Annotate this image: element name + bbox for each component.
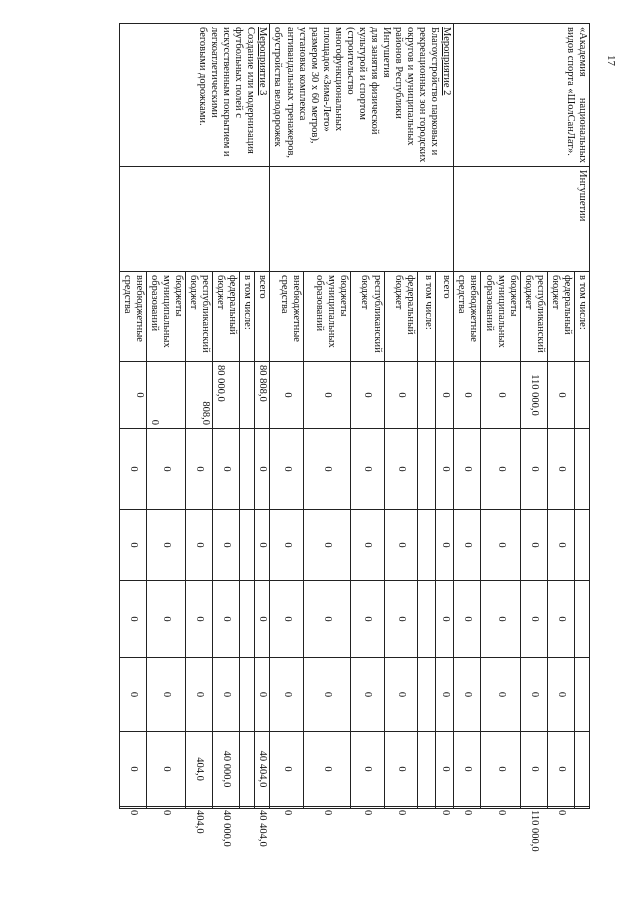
amount-cell: 40 000,0 [213,732,240,807]
funding-source-label: внебюджетные средства [119,272,146,362]
amount-cell: 0 [454,732,481,807]
amount-cell: 0 [481,510,520,581]
measure-name-cell [119,24,270,167]
amount-cell [574,658,589,732]
amount-cell: 0 [303,362,351,429]
amount-cell [417,429,435,510]
amount-cell: 40 404,0 [255,807,270,809]
amount-cell: 0 [384,807,417,809]
amount-cell: 0 [270,732,303,807]
amount-cell [574,510,589,581]
measure-name-line: видов спорта «ШолСанЛат». [564,27,576,156]
amount-cell: 0 [270,658,303,732]
measure-name-line: районов Республики Ингушетия [381,27,405,119]
rotated-budget-table [40,23,590,852]
amount-cell: 0 [146,581,185,658]
amount-cell [240,807,255,809]
amount-cell: 0 [270,807,303,809]
amount-cell: 0 [547,581,574,658]
amount-cell: 0 [520,429,547,510]
amount-cell [417,658,435,732]
amount-cell [240,429,255,510]
amount-cell: 0 [351,362,384,429]
amount-cell: 0 [186,510,213,581]
amount-cell: 0 [303,807,351,809]
amount-cell: 0 [255,510,270,581]
measure-name-line: искусственным покрытием и [221,27,233,157]
responsible-cell [270,167,454,272]
funding-source-label: бюджеты муниципальных образований [481,272,520,362]
amount-cell [417,510,435,581]
amount-cell: 0 [454,581,481,658]
amount-cell: 0 [270,581,303,658]
amount-cell: 0 [119,658,146,732]
amount-cell: 0 [303,732,351,807]
funding-source-label: республиканский бюджет [351,272,384,362]
amount-cell: 0 [436,362,454,429]
amount-cell: 0 [436,581,454,658]
measure-name-cell [454,24,590,167]
amount-cell: 40 000,0 [213,807,240,809]
amount-cell: 0 [436,732,454,807]
amount-cell: 0 [481,807,520,809]
measure-title: Мероприятие 2 [441,27,453,96]
amount-cell [240,510,255,581]
amount-cell: 0 [146,429,185,510]
measure-name-line: (строительство [344,27,356,95]
amount-cell [574,362,589,429]
table-row [255,24,270,809]
measure-name-cell [270,24,454,167]
amount-cell: 0 [454,510,481,581]
amount-cell: 0 [436,807,454,809]
amount-cell [417,581,435,658]
amount-cell: 0 [351,658,384,732]
responsible-cell [119,167,270,272]
amount-cell: 0 [119,510,146,581]
amount-cell: 0 [351,807,384,809]
amount-cell: 0 [454,362,481,429]
funding-source-label: в том числе: [240,272,255,362]
amount-cell: 0 [255,658,270,732]
amount-cell: 0 [186,581,213,658]
funding-source-label: всего [436,272,454,362]
measure-name-line: для занятия физической [369,27,380,135]
amount-cell [240,658,255,732]
amount-cell: 0 [255,429,270,510]
amount-cell: 0 [213,581,240,658]
measure-name-line: рекреационных зон городских [417,27,429,163]
funding-source-label: республиканский бюджет [520,272,547,362]
amount-cell: 0 [436,510,454,581]
amount-cell: 0 [213,429,240,510]
amount-cell: 0 [481,581,520,658]
measure-name-line: площадок «Зима-Лето» [320,27,332,132]
funding-source-label: федеральный бюджет [384,272,417,362]
measure-name-line: Благоустройство парковых и [429,27,441,156]
amount-cell: 0 [119,732,146,807]
amount-cell: 0 [384,581,417,658]
amount-cell: 0 [547,732,574,807]
amount-cell: 40 404,0 [255,732,270,807]
funding-source-label: республиканский бюджет [186,272,213,362]
amount-cell: 0 [213,510,240,581]
funding-source-label: в том числе: [574,272,589,362]
table-row [436,24,454,809]
amount-cell: 0 [384,658,417,732]
funding-source-label: федеральный бюджет [547,272,574,362]
amount-cell [240,362,255,429]
amount-cell: 0 [146,658,185,732]
amount-cell: 0 [186,429,213,510]
amount-cell: 808,0 [186,362,213,429]
amount-cell: 0 [481,362,520,429]
amount-cell [574,807,589,809]
amount-cell: 0 [351,581,384,658]
amount-cell: 0 [520,732,547,807]
measure-name-line: установка комплекса [296,27,308,121]
funding-source-label: бюджеты муниципальных образований [303,272,351,362]
funding-source-label: федеральный бюджет [213,272,240,362]
amount-cell: 0 [454,429,481,510]
amount-cell [574,581,589,658]
amount-cell: 0 [481,429,520,510]
amount-cell [574,429,589,510]
amount-cell: 0 [481,658,520,732]
amount-cell: 80 808,0 [255,362,270,429]
amount-cell: 0 [436,658,454,732]
amount-cell: 80 000,0 [213,362,240,429]
amount-cell: 0 [547,658,574,732]
amount-cell [240,732,255,807]
funding-source-label: бюджеты муниципальных образований [146,272,185,362]
amount-cell: 0 [351,429,384,510]
amount-cell: 0 [303,581,351,658]
amount-cell: 0 [270,510,303,581]
measure-name-line: культурой и спортом [356,27,368,120]
amount-cell: 0 [520,581,547,658]
amount-cell: 0 [547,807,574,809]
amount-cell: 0 [213,658,240,732]
amount-cell: 0 [303,658,351,732]
amount-cell: 0 [384,429,417,510]
amount-cell: 0 [146,807,185,809]
amount-cell: 0 [454,807,481,809]
measure-name-line: беговыми дорожками. [197,27,209,126]
amount-cell: 0 [146,362,185,429]
amount-cell: 0 [119,581,146,658]
amount-cell: 0 [384,362,417,429]
amount-cell: 0 [146,732,185,807]
funding-source-label: внебюджетные средства [270,272,303,362]
measure-name-line: легкоатлетическими [209,27,221,118]
amount-cell: 0 [547,429,574,510]
measure-name-line: футбольных полей с [233,27,245,118]
budget-table [119,23,590,852]
amount-cell: 0 [384,732,417,807]
funding-source-label: всего [255,272,270,362]
measure-name-line: обустройства велодорожек [272,27,284,147]
funding-source-label: внебюджетные средства [454,272,481,362]
amount-cell: 0 [270,362,303,429]
measure-name-line: многофункциональных [332,27,344,132]
amount-cell [417,807,435,809]
measure-name-line: антивандальных тренажеров, [284,27,296,159]
amount-cell: 0 [384,510,417,581]
amount-cell: 0 [255,581,270,658]
amount-cell: 0 [436,429,454,510]
measure-name-line: размером 30 х 60 метров), [308,27,320,144]
amount-cell: 0 [186,658,213,732]
amount-cell [240,581,255,658]
measure-title: Мероприятие 3 [257,27,269,96]
measure-name-line: «Академия национальных [577,27,588,163]
amount-cell [417,732,435,807]
amount-cell: 0 [119,807,146,809]
measure-name-line: Создание или модернизация [245,27,257,154]
page-number: 17 [605,55,617,66]
amount-cell [574,732,589,807]
amount-cell: 0 [270,429,303,510]
amount-cell: 0 [481,732,520,807]
measure-name-line: округов и муниципальных [405,27,417,146]
amount-cell [417,362,435,429]
amount-cell: 404,0 [186,807,213,809]
amount-cell: 0 [303,429,351,510]
funding-source-label: в том числе: [417,272,435,362]
amount-cell: 0 [547,362,574,429]
table-row [574,24,589,809]
amount-cell: 0 [351,732,384,807]
amount-cell: 0 [351,510,384,581]
amount-cell: 0 [547,510,574,581]
amount-cell: 404,0 [186,732,213,807]
amount-cell: 110 000,0 [520,807,547,809]
amount-cell: 110 000,0 [520,362,547,429]
responsible-cell: Ингушетии [454,167,590,272]
amount-cell: 0 [146,510,185,581]
amount-cell: 0 [119,429,146,510]
amount-cell: 0 [520,510,547,581]
amount-cell: 0 [454,658,481,732]
amount-cell: 0 [520,658,547,732]
amount-cell: 0 [303,510,351,581]
amount-cell: 0 [119,362,146,429]
